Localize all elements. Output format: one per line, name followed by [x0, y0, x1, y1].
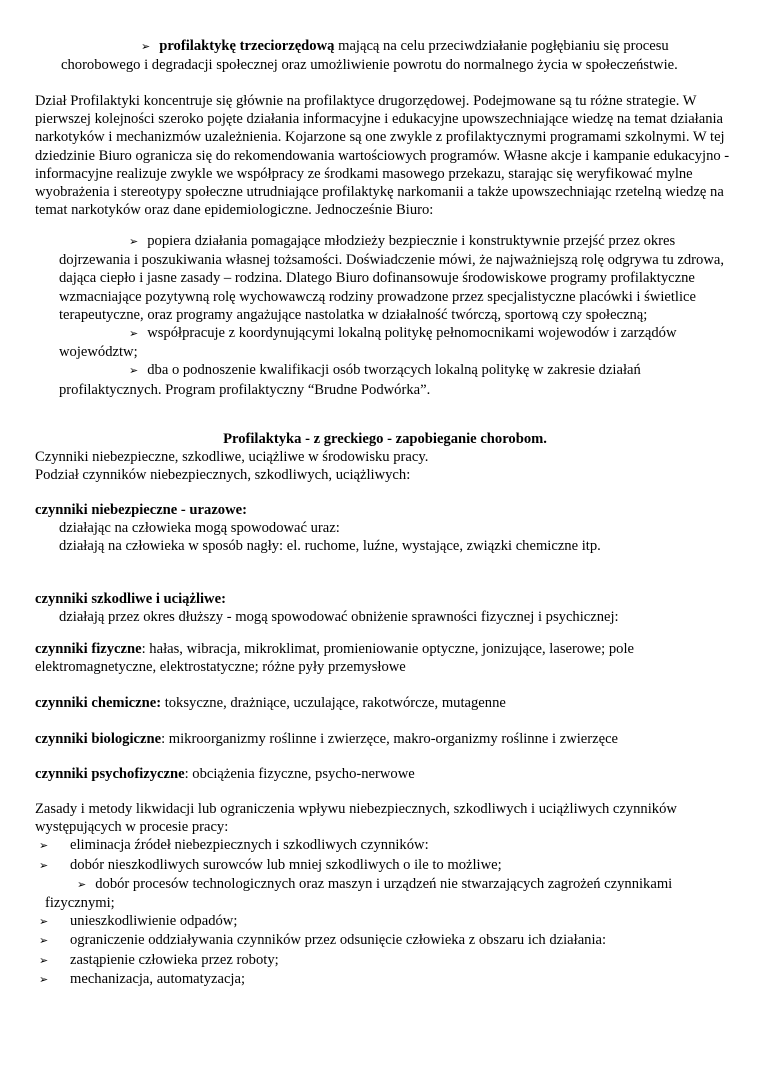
biuro-bullets	[35, 232, 735, 399]
bullet-tertiary-prevention: ➢ profilaktykę trzeciorzędową mającą na celu przeciwdziałanie pogłębianiu się procesu chorobowego i degradacji społecznej oraz umożliwienie powrotu do normalnego życia w społeczeństwie.	[61, 38, 678, 74]
bold-term: profilaktykę trzeciorzędową	[159, 38, 335, 54]
arrow-bullet-icon: ➢	[141, 40, 151, 53]
arrow-bullet-icon: ➢	[129, 364, 139, 378]
rules-item-4: ➢ unieszkodliwienie odpadów;	[39, 913, 238, 930]
rules-item-7: ➢ mechanizacja, automatyzacja;	[39, 970, 246, 987]
chemical-factors: czynniki chemiczne: toksyczne, drażniące, uczulające, rakotwórcze, mutagenne	[35, 695, 506, 711]
dangerous-factors: czynniki niebezpieczne - urazowe: działając na człowieka mogą spowodować uraz: działają na człowieka w sposób nagły: el. ruchome, luźne, wystające, związki chemiczne itp.	[35, 501, 735, 556]
rules-item-3: ➢ dobór procesów technologicznych oraz maszyn i urządzeń nie stwarzających zagrożeń czynnikami fizycznymi;	[45, 875, 673, 912]
physical-factors: czynniki fizyczne: hałas, wibracja, mikroklimat, promieniowanie optyczne, jonizujące, laserowe; pole elektromagnetyczne, elektrostatyczne; różne pyły przemysłowe	[35, 641, 634, 676]
paragraph-department: Dział Profilaktyki koncentruje się głównie na profilaktyce drugorzędowej. Podejmowane są tu różne strategie. W pierwszej kolejności szeroko pojęte działania informacyjne i edukacyjne upowszechniające wiedzę na temat działania narkotyków i mechanizmów uzależnienia. Kojarzone są one zwykle z profilaktycznymi programami szkolnymi. W tej dziedzinie Biuro ogranicza się do rekomendowania wartościowych programów. Własne akcje i kampanie edukacyjno - informacyjne realizuje zwykle we współpracy ze środkami masowego przekazu, starając się weryfikować mylne wyobrażenia i stereotypy społeczne utrudniające profilaktykę narkomanii a także upowszechniając rzetelną wiedzę na temat narkotyków oraz dane epidemiologiczne. Jednocześnie Biuro:	[35, 93, 730, 219]
rules-item-5: ➢ ograniczenie oddziaływania czynników przez odsunięcie człowieka z obszaru ich działania:	[39, 932, 607, 949]
biuro-bullet-3: ➢ dba o podnoszenie kwalifikacji osób tworzących lokalną politykę w zakresie działań profilaktycznych. Program profilaktyczny “Brudne Podwórka”.	[59, 362, 641, 398]
harmful-heading: czynniki szkodliwe i uciążliwe:	[35, 591, 226, 607]
arrow-bullet-icon: ➢	[129, 327, 139, 341]
arrow-bullet-icon: ➢	[77, 877, 87, 891]
rules-item-2: ➢ dobór nieszkodliwych surowców lub mniej szkodliwych o ile to możliwe;	[39, 856, 502, 873]
rules-section: Zasady i metody likwidacji lub ograniczenia wpływu niebezpiecznych, szkodliwych i uciążliwych czynników występujących w procesie pracy: ➢ eliminacja źródeł niebezpiecznych i szkodliwych czynników: ➢ dobór nieszkodliwych surowców lub mniej szkodliwych o ile to możliwe; ➢ dobór procesów technologicznych oraz maszyn i urządzeń nie stwarzających zagrożeń czynnikami fizycznymi; ➢ unieszkodliwienie odpadów; ➢ ograniczenie oddziaływania czynników przez odsunięcie człowieka z obszaru ich działania: ➢ zastąpienie człowieka przez roboty; ➢ mechanizacja, automatyzacja;	[35, 800, 735, 989]
dangerous-heading: czynniki niebezpieczne - urazowe:	[35, 502, 247, 518]
biuro-bullet-2: ➢ współpracuje z koordynującymi lokalną politykę pełnomocnikami wojewodów i zarządów województw;	[59, 325, 677, 361]
arrow-bullet-icon: ➢	[129, 235, 139, 248]
factors-section: Profilaktyka - z greckiego - zapobieganie chorobom. Czynniki niebezpieczne, szkodliwe, uciążliwe w środowisku pracy. Podział czynników niebezpiecznych, szkodliwych, uciążliwych:	[35, 430, 735, 485]
harmful-factors: czynniki szkodliwe i uciążliwe: działają przez okres dłuższy - mogą spowodować obniżenie sprawności fizycznej i psychicznej:	[35, 590, 735, 626]
biuro-bullet-1: ➢ popiera działania pomagające młodzieży bezpiecznie i konstruktywnie przejść przez okres dojrzewania i poszukiwania własnej tożsamości. Doświadczenie mówi, że najważniejszą rolę odgrywa tu zdrowa, dająca ciepło i jasne zasady – rodzina. Dlatego Biuro dofinansowuje środowiskowe programy profilaktyczne wzmacniające pozytywną rolę wychowawczą rodziny prowadzone przez specjalistyczne placówki i świetlice terapeutyczne, oraz programy angażujące nastolatka w działalność twórczą, sportową czy społeczną;	[59, 233, 724, 323]
rules-item-1: ➢ eliminacja źródeł niebezpiecznych i szkodliwych czynników:	[39, 837, 429, 854]
biological-factors: czynniki biologiczne: mikroorganizmy roślinne i zwierzęce, makro-organizmy roślinne i zwierzęce	[35, 731, 619, 747]
rules-item-6: ➢ zastąpienie człowieka przez roboty;	[39, 951, 279, 968]
section-heading: Profilaktyka - z greckiego - zapobieganie chorobom.	[223, 431, 547, 447]
psychophysical-factors: czynniki psychofizyczne: obciążenia fizyczne, psycho-nerwowe	[35, 766, 415, 782]
